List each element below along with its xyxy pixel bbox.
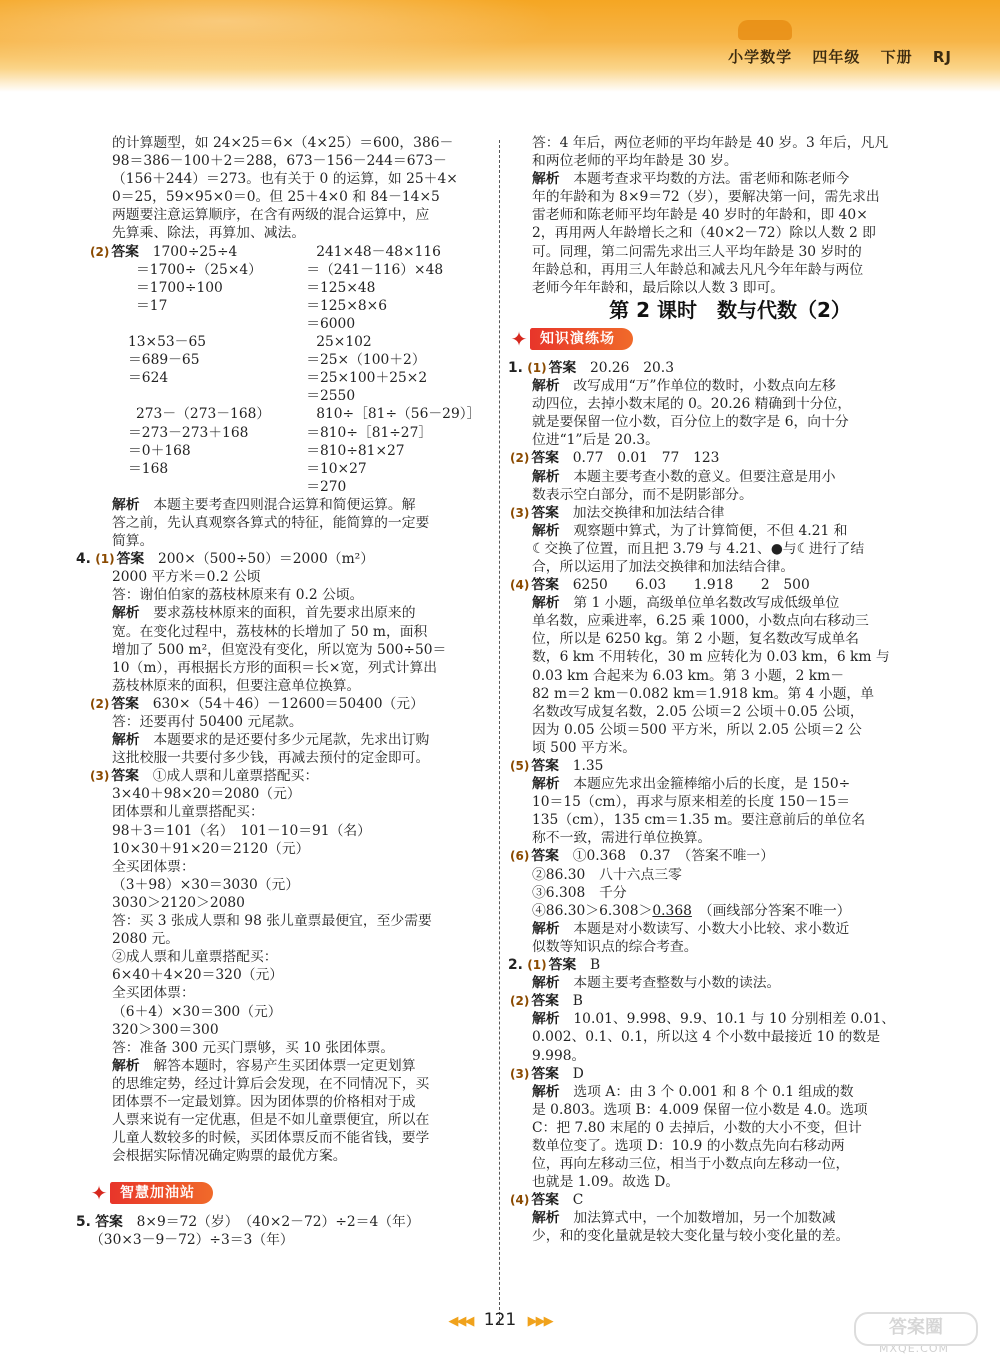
text-line: 本题应先求出金箍棒缩小后的长度，是 150÷	[573, 776, 851, 793]
analysis-label: 解析	[532, 522, 560, 539]
calc-line: ＝2550	[306, 388, 356, 405]
text-line: 位，所以是 6250 kg。第 2 小题，复名数改写成单名	[532, 631, 859, 648]
text-line: 也就是 1.09。故选 D。	[532, 1174, 680, 1191]
text-line: 2，再用两人年龄增长之和（40×2－72）除以人数 2 即	[532, 225, 876, 242]
calc-line: ＝689－65	[128, 352, 200, 369]
text-line: 第 1 小题，高级单位单名数改写成低级单位	[573, 595, 840, 612]
question-number: 2.	[508, 957, 523, 974]
text-line: C	[572, 1192, 584, 1209]
text-line: 要求荔枝林原来的面积，首先要求出原来的	[153, 605, 416, 622]
text-line: 解答本题时，容易产生买团体票一定更划算	[153, 1057, 416, 1074]
sub-question-tag: (3)	[510, 505, 530, 520]
text-line: 本题要求的是还要付多少元尾款，先求出订购	[153, 732, 430, 749]
analysis-label: 解析	[532, 378, 560, 395]
calc-line: ＝0＋168	[128, 442, 191, 459]
question-number: 5.	[76, 1214, 91, 1231]
calc-line: ＝168	[128, 460, 169, 477]
question-2-analysis	[112, 496, 484, 550]
sub-question-tag: (3)	[90, 769, 110, 784]
banner-star-icon: ✦	[510, 326, 528, 351]
calc-line: 273－（273－168）	[136, 406, 271, 423]
text-line: 3030＞2120＞2080	[112, 894, 245, 911]
text-line: 位，再向左移动三位，相当于小数点向左移动一位，	[532, 1156, 850, 1173]
sub-question-tag: (1)	[527, 360, 547, 375]
text-line: 这批校服一共要付多少钱，再减去预付的定金即可。	[112, 750, 430, 767]
sub-question-tag: (2)	[510, 994, 530, 1009]
grade-label: 四年级	[812, 48, 861, 66]
calc-line: ＝810÷81×27	[306, 442, 405, 459]
calc-line: 1700÷25÷4	[152, 243, 238, 260]
analysis-label: 解析	[532, 171, 560, 188]
text-line: 1.35	[572, 758, 604, 774]
sub-question-tag: (5)	[510, 759, 530, 773]
text-line: 10（m），再根据长方形的面积＝长×宽，列式计算出	[112, 659, 438, 676]
calc-line: 241×48－48×116	[316, 243, 441, 260]
calc-left	[90, 243, 270, 496]
answer-label: 答案	[111, 768, 139, 785]
text-line: 20.26 20.3	[589, 359, 674, 376]
calc-line: ＝270	[306, 478, 347, 495]
calc-line: ＝1700÷100	[136, 279, 223, 296]
text-line: 荔枝林原来的面积，但要注意单位换算。	[112, 677, 361, 694]
prev-arrows-icon: ◀◀◀	[448, 1314, 473, 1329]
text-line: 98＝386－100＋2＝288，673－156－244＝673－	[112, 153, 447, 170]
text-line: 年龄总和，再用三人年龄总和减去凡凡今年年龄与两位	[532, 261, 864, 278]
text-line: 本题考查求平均数的方法。雷老师和陈老师今	[573, 171, 850, 188]
answer-label: 答案	[531, 993, 559, 1010]
text-line: 0.77 0.01 77 123	[572, 450, 720, 467]
calc-right	[270, 243, 484, 496]
calc-line: ＝10×27	[306, 460, 367, 477]
text-line: 改写成用“万”作单位的数时，小数点向左移	[573, 378, 836, 395]
text-line: ③6.308 千分	[532, 884, 627, 901]
analysis-label: 解析	[112, 605, 140, 622]
text-line: 320＞300＝300	[112, 1021, 219, 1038]
calc-line: ＝17	[136, 297, 168, 314]
header-crest-decoration	[738, 20, 792, 40]
text-line: 因为 0.05 公顷＝500 平方米，所以 2.05 公顷＝2 公	[532, 721, 862, 738]
banner-label: 知识演练场	[530, 328, 633, 350]
text-line: 儿童人数较多的时候，买团体票反而不能省钱，要学	[112, 1130, 430, 1147]
text-line: 0＝25，59×95×0＝0。但 25＋4×0 和 84－14×5	[112, 189, 440, 206]
text-line: 名数改写成复名数，2.05 公顷＝2 公顷＋0.05 公顷，	[532, 703, 864, 720]
text-line: （156＋244）＝273。也有关于 0 的运算，如 25＋4×	[112, 171, 458, 188]
text-line: 答之前，先认真观察各算式的特征，能简算的一定要	[112, 514, 430, 531]
sub-question-tag: (1)	[95, 552, 115, 567]
text-line: 答：4 年后，两位老师的平均年龄是 40 岁。3 年后，凡凡	[532, 135, 889, 151]
text-line: 答：谢伯伯家的荔枝林原来有 0.2 公顷。	[112, 587, 364, 604]
text-line: 本题主要考查四则混合运算和简便运算。解	[153, 496, 416, 513]
text-line: 加法交换律和加法结合律	[572, 504, 725, 521]
text-line: ②86.30 八十六点三零	[532, 866, 682, 883]
text-line: 全买团体票：	[112, 985, 195, 1002]
analysis-label: 解析	[532, 1083, 560, 1100]
text-line: （3＋98）×30＝3030（元）	[112, 876, 300, 893]
text-line: 200×（500÷50）＝2000（m²）	[157, 551, 375, 568]
sub-question-tag: (2)	[90, 244, 110, 259]
text-line: 团体票不一定最划算。因为团体票的价格相对于成	[112, 1093, 416, 1110]
section-banner-practice	[508, 327, 633, 351]
text-line: 9.998。	[532, 1047, 586, 1064]
text-line: 位进“1”后是 20.3。	[532, 432, 659, 449]
watermark-logo-icon	[854, 1312, 978, 1346]
text-part: （画线部分答案不唯一）	[705, 902, 851, 919]
right-column	[508, 134, 928, 1246]
text-line: 6×40＋4×20＝320（元）	[112, 967, 284, 984]
text-line: 数，6 km 不用转化，30 m 应转化为 0.03 km，6 km 与	[532, 649, 890, 666]
text-line: 答：买 3 张成人票和 98 张儿童票最便宜，至少需要	[112, 913, 432, 930]
analysis-label: 解析	[532, 1210, 560, 1227]
left-column	[76, 134, 484, 1250]
text-line: 答：还要再付 50400 元尾款。	[112, 714, 303, 730]
question-2-block	[90, 243, 484, 496]
text-line: 单名数，应乘进率，6.25 乘 1000，小数点向右移动三	[532, 613, 869, 630]
text-line: 2080 元。	[112, 931, 180, 948]
text-line: 数单位变了。选项 D：10.9 的小数点先向右移动两	[532, 1137, 845, 1154]
answer-label: 答案	[531, 504, 559, 521]
calc-line: ＝125×8×6	[306, 297, 388, 314]
text-line: 10＝15（cm），再求与原来相差的长度 150－15＝	[532, 794, 851, 811]
calc-line: 810÷［81÷（56－29）］	[316, 406, 481, 423]
text-line: 少，和的变化量就是较大变化量与较小变化量的差。	[532, 1228, 850, 1245]
answer-label: 答案	[531, 1192, 559, 1209]
text-line: 8×9＝72（岁） （40×2－72）÷2＝4（年）	[136, 1214, 420, 1231]
text-line: 本题主要考查整数与小数的读法。	[573, 975, 781, 992]
text-line: 82 m＝2 km－0.082 km＝1.918 km。第 4 小题，单	[532, 685, 875, 702]
analysis-label: 解析	[532, 595, 560, 612]
analysis-label: 解析	[112, 732, 140, 749]
sub-question-tag: (1)	[527, 958, 547, 973]
text-line: 宽。在变化过程中，荔枝林的长增加了 50 m，面积	[112, 623, 428, 640]
text-line: 先算乘、除法，再算加、减法。	[112, 225, 306, 242]
next-arrows-icon: ▶▶▶	[527, 1314, 552, 1329]
text-line: 称不一致，需进行单位换算。	[532, 830, 712, 847]
text-line: 的思维定势，经过计算后会发现，在不同情况下，买	[112, 1075, 430, 1092]
volume-label: 下册	[880, 48, 913, 66]
calc-line: 13×53－65	[128, 334, 207, 351]
text-line: ①成人票和儿童票搭配买：	[152, 768, 319, 785]
answer-label: 答案	[111, 243, 139, 260]
text-line: C：把 7.80 末尾的 0 去掉后，小数的大小不变，但计	[532, 1119, 862, 1136]
calc-line: ＝25×（100＋2）	[306, 352, 426, 369]
calc-grid	[90, 243, 484, 496]
banner-label: 智慧加油站	[110, 1182, 213, 1204]
answer-label: 答案	[548, 359, 577, 376]
analysis-label: 解析	[532, 920, 560, 937]
subject-label: 小学数学	[728, 48, 793, 66]
text-line: （30×3－9－72）÷3＝3（年）	[90, 1232, 294, 1249]
sub-question-tag: (3)	[510, 1066, 530, 1081]
text-line: ②成人票和儿童票搭配买：	[112, 949, 278, 966]
text-line: 加法算式中，一个加数增加，另一个加数减	[573, 1210, 836, 1227]
text-line: 0.03 km 合起来为 6.03 km。第 3 小题，2 km－	[532, 667, 844, 684]
analysis-label: 解析	[532, 468, 560, 485]
book-info	[714, 46, 952, 67]
calc-line: ＝125×48	[306, 279, 376, 296]
text-line: B	[589, 957, 601, 974]
calc-line: ＝624	[128, 370, 169, 387]
text-line: 答：准备 300 元买门票够，买 10 张团体票。	[112, 1039, 395, 1056]
text-line: 年的年龄和为 8×9＝72（岁），要解决第一问，需先求出	[532, 189, 880, 206]
text-line: 3×40＋98×20＝2080（元）	[112, 786, 301, 803]
calc-line: ＝810÷［81÷27］	[306, 424, 433, 441]
column-divider	[499, 140, 500, 1325]
text-line: 两题要注意运算顺序，在含有两级的混合运算中，应	[112, 207, 430, 224]
text-line: 动四位，去掉小数末尾的 0。20.26 精确到十分位，	[532, 396, 852, 413]
answer-line-ordering	[532, 902, 928, 920]
analysis-label: 解析	[532, 1011, 560, 1028]
text-line: 630×（54＋46）－12600＝50400（元）	[152, 695, 424, 712]
text-line: D	[572, 1065, 584, 1082]
text-line: 10×30＋91×20＝2120（元）	[112, 840, 310, 857]
calc-line	[90, 315, 270, 333]
analysis-label: 解析	[532, 975, 560, 992]
watermark-logo-text: 答案圈	[889, 1317, 943, 1338]
calc-line: 25×102	[316, 334, 372, 351]
calc-line: ＝1700÷（25×4）	[136, 261, 262, 278]
text-line: 和两位老师的平均年龄是 30 岁。	[532, 153, 738, 170]
text-line: 的计算题型，如 24×25＝6×（4×25）＝600，386－	[112, 135, 454, 151]
text-line: B	[572, 993, 583, 1010]
calc-line: ＝273－273＋168	[128, 424, 249, 441]
text-line: 选项 A：由 3 个 0.001 和 8 个 0.1 组成的数	[573, 1083, 854, 1100]
text-line: 老师今年年龄和，最后除以人数 3 即可。	[532, 279, 785, 296]
text-line: 是 0.803。选项 B：4.009 保留一位小数是 4.0。选项	[532, 1101, 868, 1118]
underlined-answer: 0.368	[652, 902, 692, 919]
intro-block	[112, 134, 484, 243]
text-line: （6＋4）×30＝300（元）	[112, 1003, 282, 1020]
banner-star-icon: ✦	[90, 1181, 108, 1206]
watermark	[834, 1312, 994, 1364]
text-line: 就是要保留一位小数，百分位上的数字是 6，向十分	[532, 414, 849, 431]
text-line: 本题主要考查小数的意义。但要注意是用小	[573, 468, 836, 485]
answer-label: 答案	[95, 1214, 123, 1231]
analysis-label: 解析	[112, 496, 140, 513]
analysis-label: 解析	[532, 776, 560, 793]
text-line: 人票来说有一定优惠，但是不如儿童票便宜，所以在	[112, 1112, 430, 1129]
text-line: 简算。	[112, 533, 154, 550]
text-line: 观察题中算式，为了计算简便，不但 4.21 和	[573, 522, 848, 539]
text-line: 合，所以运用了加法交换律和加法结合律。	[532, 558, 795, 575]
question-number: 4.	[76, 551, 91, 568]
text-line: 似数等知识点的综合考查。	[532, 938, 698, 955]
sub-question-tag: (6)	[510, 849, 530, 864]
text-line: 雷老师和陈老师平均年龄是 40 岁时的年龄和，即 40×	[532, 207, 868, 224]
calc-line	[90, 387, 270, 405]
analysis-label: 解析	[112, 1057, 140, 1074]
text-line: 6250 6.03 1.918 2 500	[572, 577, 810, 594]
text-line: 数表示空白部分，而不是阴影部分。	[532, 486, 753, 503]
text-line: 增加了 500 m²，但宽没有变化，所以宽为 500÷50＝	[112, 641, 447, 658]
text-line: 2000 平方米＝0.2 公顷	[112, 569, 261, 586]
text-line: 本题是对小数读写、小数大小比较、求小数近	[573, 920, 850, 937]
answer-label: 答案	[548, 957, 577, 974]
sub-question-tag: (4)	[510, 1193, 530, 1208]
answer-label: 答案	[111, 695, 139, 712]
calc-line: ＝25×100＋25×2	[306, 370, 428, 387]
calc-line: ＝（241－116）×48	[306, 261, 444, 278]
text-line: 团体票和儿童票搭配买：	[112, 804, 264, 821]
text-line: ☾交换了位置，而且把 3.79 与 4.21、●与☾进行了结	[532, 540, 865, 557]
text-line: 会根据实际情况确定购票的最优方案。	[112, 1148, 347, 1165]
section-banner-wisdom	[88, 1181, 213, 1205]
edition-label: RJ	[932, 48, 952, 66]
answer-label: 答案	[116, 551, 145, 568]
text-line: 可。同理，第二问需先求出三人平均年龄是 30 岁时的	[532, 243, 862, 260]
text-line: ①0.368 0.37 （答案不唯一）	[572, 848, 775, 865]
text-line: 135（cm），135 cm＝1.35 m。要注意前后的单位名	[532, 812, 866, 829]
question-number: 1.	[508, 359, 523, 376]
answer-label: 答案	[531, 450, 559, 467]
page-number: 121	[483, 1310, 517, 1330]
sub-question-tag: (4)	[510, 578, 530, 593]
sub-question-tag: (2)	[510, 451, 530, 466]
text-line: 98＋3＝101（名） 101－10＝91（名）	[112, 822, 371, 839]
calc-line: ＝6000	[306, 315, 356, 332]
watermark-url: MXQE.COM	[879, 1342, 949, 1355]
answer-label: 答案	[531, 758, 559, 774]
sub-question-tag: (2)	[90, 696, 110, 711]
answer-label: 答案	[531, 577, 559, 594]
answer-label: 答案	[531, 848, 559, 865]
text-line: 全买团体票：	[112, 858, 195, 875]
lesson-title: 第 2 课时 数与代数（2）	[609, 297, 851, 322]
answer-label: 答案	[531, 1065, 559, 1082]
text-line: 0.002、0.1、0.1，所以这 4 个小数中最接近 10 的数是	[532, 1029, 881, 1046]
text-part: ④86.30＞6.308＞	[532, 902, 653, 919]
question-4-block	[76, 550, 484, 568]
text-line: 10.01、9.998、9.9、10.1 与 10 分别相差 0.01、	[573, 1011, 896, 1028]
text-line: 顷 500 平方米。	[532, 739, 637, 756]
